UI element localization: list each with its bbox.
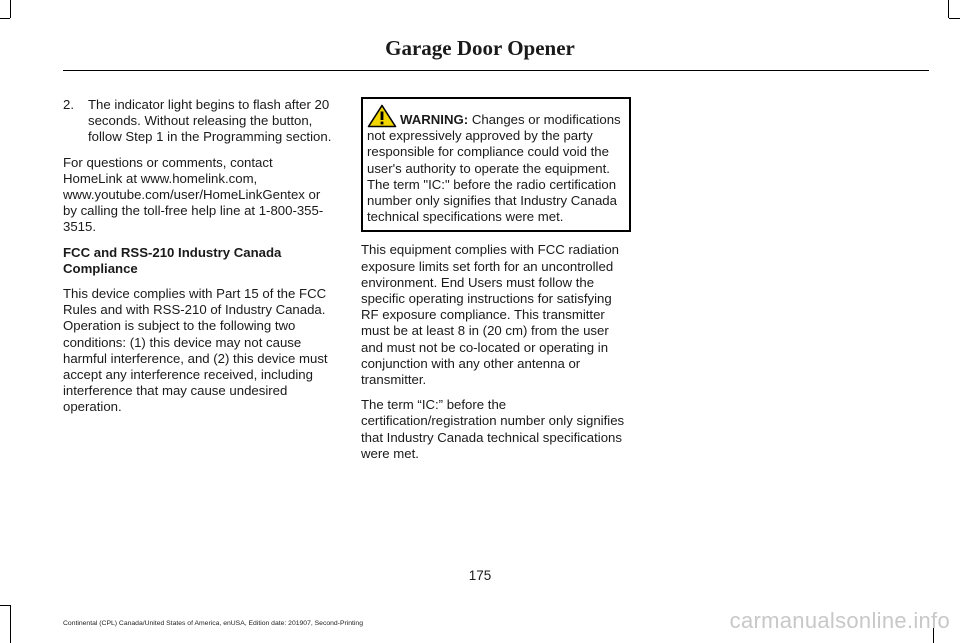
ic-paragraph: The term “IC:” before the certification/registration number only signifies that Industry Canada technical specifications were met. [361, 397, 625, 461]
section-heading: FCC and RSS-210 Industry Canada Compliance [63, 244, 282, 276]
warning-label: WARNING: [400, 112, 469, 127]
crop-mark-bottom-left-v [10, 605, 11, 643]
list-item-text: The indicator light begins to flash after 20 seconds. Without releasing the button, follow Step 1 in the Programming section. [88, 97, 332, 145]
warning-box [361, 97, 631, 232]
list-item-number: 2. [63, 97, 74, 112]
warning-text: Changes or modifications not expressively approved by the party responsible for compliance could void the user's authority to operate the equipment. The term "IC:" before the radio certification number only signifies that Industry Canada technical specifications were met. [367, 112, 621, 225]
crop-mark-top-right-h [949, 18, 960, 19]
crop-mark-top-left-v [10, 0, 11, 18]
radiation-paragraph: This equipment complies with FCC radiation exposure limits set forth for an uncontrolled environment. End Users must follow the specific operating instructions for satisfying RF exposure compliance. This transmitter must be at least 8 in (20 cm) from the user and must not be co-located or operating in conjunction with any other antenna or transmitter. [361, 242, 619, 388]
page-title: Garage Door Opener [385, 36, 575, 60]
right-column [361, 97, 631, 471]
crop-mark-top-right-v [948, 0, 949, 18]
watermark: carmanualsonline.info [729, 608, 950, 633]
page-number: 175 [468, 568, 492, 583]
crop-mark-top-left-h [0, 18, 10, 19]
crop-mark-bottom-left-h [0, 605, 10, 606]
contact-paragraph: For questions or comments, contact HomeLink at www.homelink.com, www.youtube.com/user/HomeLinkGentex or by calling the toll-free help line at 1-800-355-3515. [63, 154, 324, 235]
footer-edition: Continental (CPL) Canada/United States of America, enUSA, Edition date: 201907, Second-Printing [63, 620, 363, 627]
left-column [63, 97, 335, 425]
compliance-paragraph: This device complies with Part 15 of the FCC Rules and with RSS-210 of Industry Canada. Operation is subject to the following two conditions: (1) this device may not cause harmful interference, and (2) this device must accept any interference received, including interference that may cause undesired operation. [63, 286, 328, 415]
warning-triangle-icon [367, 104, 397, 128]
list-item [63, 97, 335, 146]
header-rule [63, 70, 929, 71]
